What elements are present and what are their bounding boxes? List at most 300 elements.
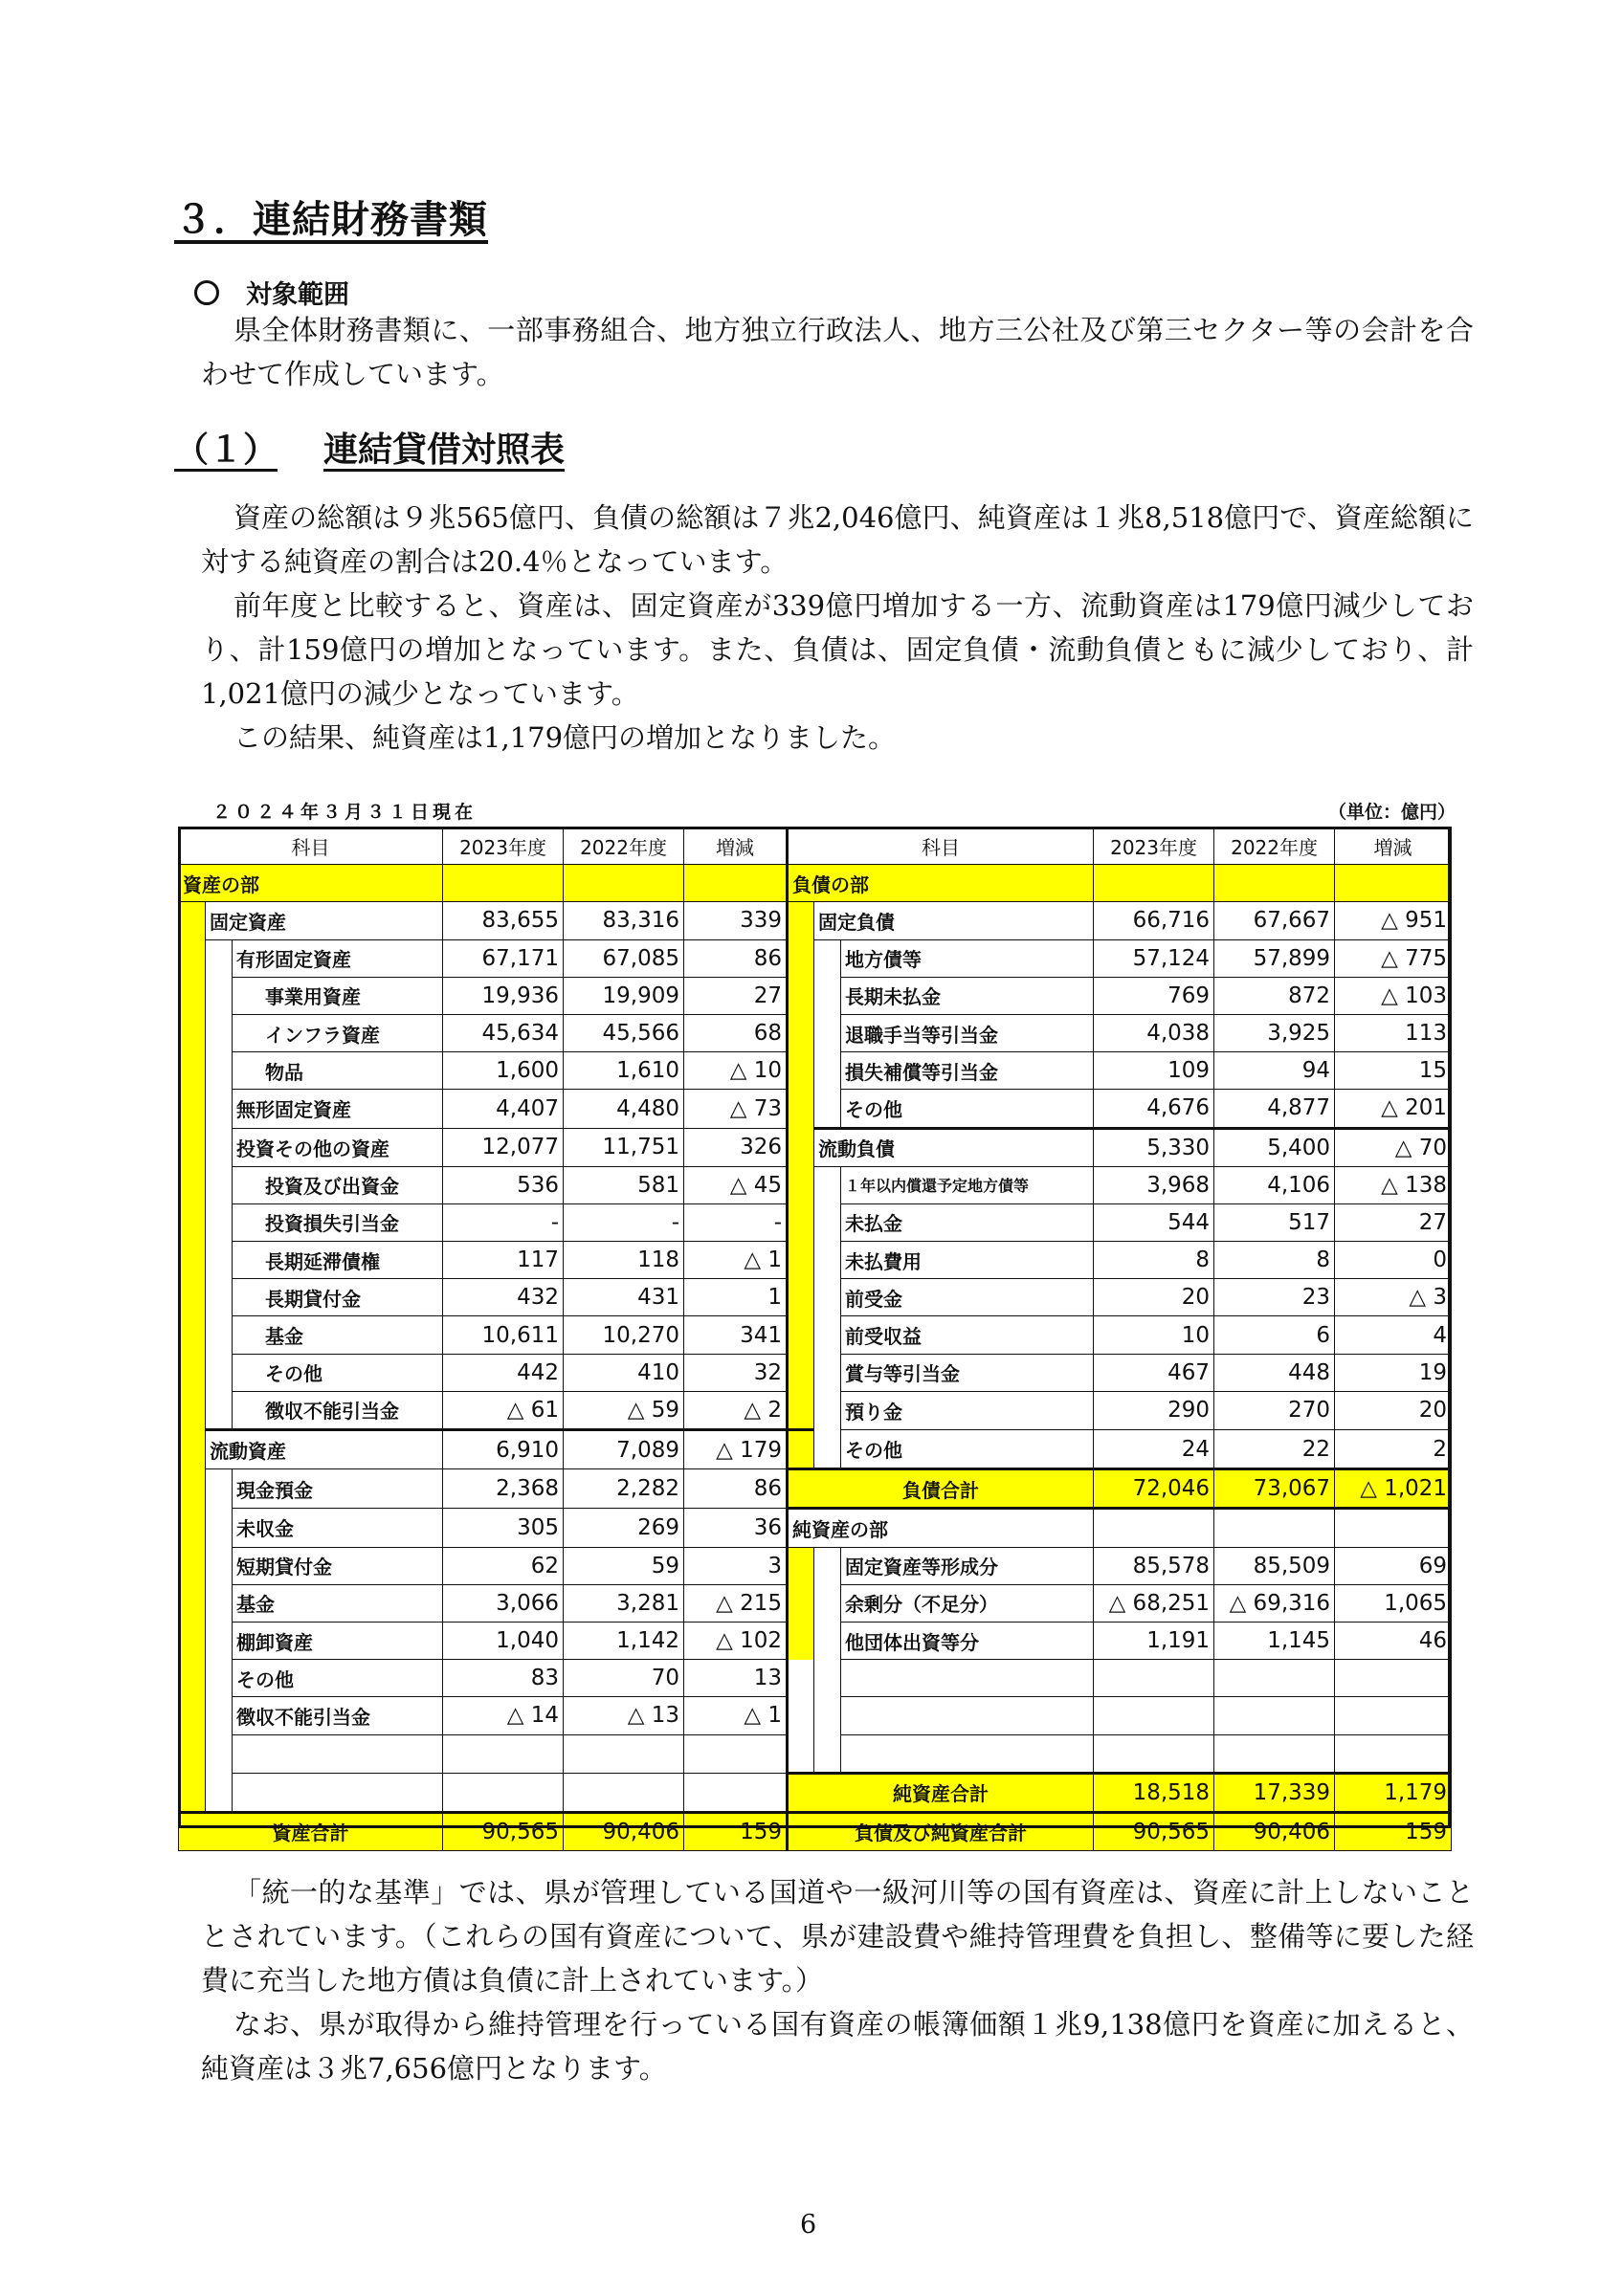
indent-cell [179,1584,206,1622]
liabilities-section-label: 負債の部 [788,865,1094,902]
left-item-name: 長期貸付金 [233,1279,443,1316]
header-2022: 2022年度 [1214,828,1335,865]
empty-cell [1214,1660,1335,1697]
net-assets-total-2023: 18,518 [1094,1773,1214,1812]
indent-cell [206,977,233,1014]
right-item-name: 未払費用 [841,1242,1094,1279]
asset-total-label: 資産合計 [179,1812,443,1850]
scope-text: 県全体財務書類に、一部事務組合、地方独立行政法人、地方三公社及び第三セクター等の会計を合わせて作成しています。 [201,314,1475,390]
left-item-name: 流動資産 [206,1430,443,1469]
header-row [179,828,1452,865]
indent-cell [206,1734,233,1773]
right-item-name: 余剰分（不足分） [841,1584,1094,1622]
empty-cell [1335,865,1452,902]
right-item-name: 固定資産等形成分 [841,1547,1094,1584]
right-value-2023: 290 [1094,1391,1214,1429]
assets-section-label: 資産の部 [179,865,443,902]
indent-cell [206,1773,233,1812]
net-assets-total-2022: 17,339 [1214,1773,1335,1812]
empty-cell [564,1734,684,1773]
right-value-diff: 69 [1335,1547,1452,1584]
indent-cell [788,902,814,939]
page-heading: ３．連結財務書類 [174,198,488,242]
indent-cell [814,1166,841,1203]
right-value-2023: 24 [1094,1430,1214,1469]
indent-cell [814,1052,841,1090]
indent-cell [788,1128,814,1166]
indent-cell [206,1279,233,1316]
left-value-diff: 36 [684,1509,788,1547]
indent-cell [179,902,206,939]
right-item-name: 賞与等引当金 [841,1354,1094,1391]
left-value-diff: 27 [684,977,788,1014]
table-row [179,1242,1452,1279]
left-value-2023: △ 14 [443,1697,564,1734]
right-value-2022: 448 [1214,1354,1335,1391]
indent-cell [206,939,233,977]
left-value-2022: 3,281 [564,1584,684,1622]
left-value-2023: 1,600 [443,1052,564,1090]
empty-cell [1094,1509,1214,1547]
right-item-name: 退職手当等引当金 [841,1014,1094,1051]
left-value-diff: 3 [684,1547,788,1584]
right-value-2023: 57,124 [1094,939,1214,977]
left-item-name: 棚卸資産 [233,1622,443,1659]
right-value-2023: 20 [1094,1279,1214,1316]
right-value-2023: 467 [1094,1354,1214,1391]
indent-cell [788,939,814,977]
scope-title-text: 対象範囲 [246,280,349,310]
right-value-diff: △ 201 [1335,1090,1452,1128]
left-value-2023: 3,066 [443,1584,564,1622]
left-value-diff: △ 215 [684,1584,788,1622]
indent-cell [788,1660,814,1697]
liab-net-total-2023: 90,565 [1094,1812,1214,1850]
right-value-diff: 15 [1335,1052,1452,1090]
right-item-name: 長期未払金 [841,977,1094,1014]
indent-cell [179,977,206,1014]
left-value-diff: 13 [684,1660,788,1697]
left-value-diff: 339 [684,902,788,939]
right-value-2022: 3,925 [1214,1014,1335,1051]
indent-cell [179,1547,206,1584]
indent-cell [179,1469,206,1509]
indent-cell [179,1734,206,1773]
table-row [179,1697,1452,1734]
right-value-2022: 8 [1214,1242,1335,1279]
indent-cell [206,1509,233,1547]
indent-cell [179,1128,206,1166]
right-value-diff: △ 103 [1335,977,1452,1014]
left-value-2022: 1,610 [564,1052,684,1090]
right-value-2023: 5,330 [1094,1128,1214,1166]
indent-cell [788,1391,814,1429]
liab-net-total-diff: 159 [1335,1812,1452,1850]
right-item-name: 他団体出資等分 [841,1622,1094,1659]
empty-cell [684,865,788,902]
right-value-diff: 27 [1335,1203,1452,1241]
liabilities-total: 負債合計 [788,1469,1094,1509]
left-item-name: 徴収不能引当金 [233,1697,443,1734]
indent-cell [788,1014,814,1051]
left-value-2022: 410 [564,1354,684,1391]
right-value-2022: 23 [1214,1279,1335,1316]
empty-cell [564,865,684,902]
empty-cell [841,1734,1094,1773]
empty-cell [1335,1660,1452,1697]
indent-cell [788,1622,814,1659]
left-item-name: 事業用資産 [233,977,443,1014]
table-row [179,1509,1452,1547]
table-row [179,1734,1452,1773]
indent-cell [814,1090,841,1128]
table-row [179,1090,1452,1128]
indent-cell [814,1203,841,1241]
right-item-name: 流動負債 [814,1128,1094,1166]
right-item-name: 未払金 [841,1203,1094,1241]
indent-cell [788,1279,814,1316]
empty-cell [1214,1509,1335,1547]
indent-cell [788,1734,814,1773]
left-item-name: 現金預金 [233,1469,443,1509]
left-value-2022: 269 [564,1509,684,1547]
right-value-2022: 1,145 [1214,1622,1335,1659]
indent-cell [788,1547,814,1584]
indent-cell [788,977,814,1014]
table-row [179,1469,1452,1509]
indent-cell [206,1014,233,1051]
header-diff: 増減 [1335,828,1452,865]
right-value-diff: 0 [1335,1242,1452,1279]
left-value-2023: △ 61 [443,1391,564,1429]
header-2023: 2023年度 [443,828,564,865]
right-value-2023: 544 [1094,1203,1214,1241]
summary-paragraphs [201,496,1474,760]
left-value-2022: - [564,1203,684,1241]
asset-total-2022: 90,406 [564,1812,684,1850]
summary-paragraph-1: 資産の総額は９兆565億円、負債の総額は７兆2,046億円、純資産は１兆8,518億円で、資産総額に対する純資産の割合は20.4％となっています。 [201,501,1474,578]
asset-total-diff: 159 [684,1812,788,1850]
indent-cell [206,1203,233,1241]
right-value-2022: △ 69,316 [1214,1584,1335,1622]
left-value-2022: 59 [564,1547,684,1584]
right-value-diff: △ 70 [1335,1128,1452,1166]
indent-cell [814,1547,841,1584]
right-item-name: 前受金 [841,1279,1094,1316]
indent-cell [788,1697,814,1734]
right-value-2023: 4,038 [1094,1014,1214,1051]
empty-cell [1094,1734,1214,1773]
indent-cell [814,1354,841,1391]
left-value-2023: 67,171 [443,939,564,977]
indent-cell [206,1547,233,1584]
left-item-name: 無形固定資産 [233,1090,443,1128]
left-value-2022: 83,316 [564,902,684,939]
indent-cell [179,1622,206,1659]
indent-cell [206,1128,233,1166]
left-value-2022: 581 [564,1166,684,1203]
left-value-diff: △ 179 [684,1430,788,1469]
header-2022: 2022年度 [564,828,684,865]
left-item-name: 徴収不能引当金 [233,1391,443,1429]
left-value-diff: 326 [684,1128,788,1166]
left-value-2023: 432 [443,1279,564,1316]
indent-cell [179,1090,206,1128]
indent-cell [814,1391,841,1429]
right-value-2022: 85,509 [1214,1547,1335,1584]
indent-cell [206,1354,233,1391]
summary-paragraph-3: この結果、純資産は1,179億円の増加となりました。 [233,721,897,754]
table-row [179,1316,1452,1354]
indent-cell [788,1203,814,1241]
left-value-2023: - [443,1203,564,1241]
right-value-2022: 872 [1214,977,1335,1014]
net-assets-section-label: 純資産の部 [788,1509,1094,1547]
right-value-diff: △ 775 [1335,939,1452,977]
left-value-diff: 341 [684,1316,788,1354]
left-value-2022: 70 [564,1660,684,1697]
right-value-2022: 5,400 [1214,1128,1335,1166]
left-value-diff: - [684,1203,788,1241]
table-row [179,1354,1452,1391]
table-row [179,902,1452,939]
indent-cell [206,1090,233,1128]
indent-cell [206,1660,233,1697]
summary-paragraph-2: 前年度と比較すると、資産は、固定資産が339億円増加する一方、流動資産は179億円減少しており、計159億円の増加となっています。また、負債は、固定負債・流動負債ともに減少しており、計1,021億円の減少となっています。 [201,589,1474,710]
left-item-name: 短期貸付金 [233,1547,443,1584]
right-value-2023: 66,716 [1094,902,1214,939]
indent-cell [179,1773,206,1812]
indent-cell [179,1242,206,1279]
table-row [179,1052,1452,1090]
right-value-2023: 10 [1094,1316,1214,1354]
table-row [179,1014,1452,1051]
left-value-2023: 83,655 [443,902,564,939]
page-number: 6 [800,2210,817,2240]
left-value-2023: 19,936 [443,977,564,1014]
indent-cell [206,1697,233,1734]
left-value-diff: 68 [684,1014,788,1051]
table-row [179,1203,1452,1241]
empty-cell [1335,1697,1452,1734]
indent-cell [788,1090,814,1128]
left-value-diff: △ 2 [684,1391,788,1429]
liabilities-total-diff: △ 1,021 [1335,1469,1452,1509]
table-row [179,1391,1452,1429]
left-item-name: 長期延滞債権 [233,1242,443,1279]
right-value-diff: 4 [1335,1316,1452,1354]
left-item-name: 基金 [233,1584,443,1622]
asset-total-2023: 90,565 [443,1812,564,1850]
indent-cell [788,1316,814,1354]
left-value-diff: △ 1 [684,1697,788,1734]
left-value-2023: 305 [443,1509,564,1547]
indent-cell [788,1430,814,1469]
table-row [179,1279,1452,1316]
left-item-name: 投資及び出資金 [233,1166,443,1203]
indent-cell [814,1242,841,1279]
header-diff: 増減 [684,828,788,865]
right-value-2023: 109 [1094,1052,1214,1090]
left-value-diff: 86 [684,939,788,977]
indent-cell [179,1660,206,1697]
right-item-name: 預り金 [841,1391,1094,1429]
left-value-2022: 431 [564,1279,684,1316]
right-value-2023: 3,968 [1094,1166,1214,1203]
empty-cell [1214,865,1335,902]
note-paragraph-2: なお、県が取得から維持管理を行っている国有資産の帳簿価額１兆9,138億円を資産に加えると、純資産は３兆7,656億円となります。 [201,2008,1474,2085]
indent-cell [814,939,841,977]
right-value-2022: 6 [1214,1316,1335,1354]
right-item-name: 地方債等 [841,939,1094,977]
left-value-2023: 117 [443,1242,564,1279]
section-number: （１） [174,430,278,470]
empty-cell [1335,1509,1452,1547]
left-item-name: その他 [233,1354,443,1391]
table-row [179,1430,1452,1469]
indent-cell [814,1734,841,1773]
indent-cell [788,1166,814,1203]
indent-cell [206,1052,233,1090]
indent-cell [814,977,841,1014]
left-item-name: 有形固定資産 [233,939,443,977]
left-value-diff: 32 [684,1354,788,1391]
table-row [179,1166,1452,1203]
left-value-2022: 19,909 [564,977,684,1014]
right-item-name: その他 [841,1430,1094,1469]
left-value-2023: 1,040 [443,1622,564,1659]
indent-cell [179,1014,206,1051]
left-value-2023: 6,910 [443,1430,564,1469]
table-unit: （単位：億円） [1328,802,1456,823]
left-value-2022: 10,270 [564,1316,684,1354]
indent-cell [814,1697,841,1734]
right-value-2022: 4,106 [1214,1166,1335,1203]
indent-cell [814,1014,841,1051]
left-item-name: 固定資産 [206,902,443,939]
indent-cell [206,1166,233,1203]
header-item: 科目 [179,828,443,865]
left-value-2023: 45,634 [443,1014,564,1051]
left-value-diff: △ 10 [684,1052,788,1090]
left-value-2023: 536 [443,1166,564,1203]
right-item-name: １年以内償還予定地方債等 [841,1166,1094,1203]
indent-cell [179,1166,206,1203]
left-value-2022: 1,142 [564,1622,684,1659]
right-value-2022: 22 [1214,1430,1335,1469]
left-value-2022: 4,480 [564,1090,684,1128]
empty-cell [443,1773,564,1812]
indent-cell [179,1052,206,1090]
indent-cell [179,1697,206,1734]
empty-cell [564,1773,684,1812]
empty-cell [684,1773,788,1812]
right-value-2022: 270 [1214,1391,1335,1429]
right-item-name: その他 [841,1090,1094,1128]
indent-cell [206,1316,233,1354]
indent-cell [179,1354,206,1391]
empty-cell [684,1734,788,1773]
right-value-diff: 113 [1335,1014,1452,1051]
table-row [179,939,1452,977]
right-value-diff: 2 [1335,1430,1452,1469]
indent-cell [179,1316,206,1354]
left-item-name: 基金 [233,1316,443,1354]
indent-cell [814,1622,841,1659]
indent-cell [179,1279,206,1316]
net-assets-total: 純資産合計 [788,1773,1094,1812]
balance-sheet-table [178,827,1452,1851]
empty-cell [841,1660,1094,1697]
empty-cell [1094,1697,1214,1734]
indent-cell [206,1469,233,1509]
liabilities-total-2023: 72,046 [1094,1469,1214,1509]
left-value-2022: 7,089 [564,1430,684,1469]
right-value-2022: 94 [1214,1052,1335,1090]
right-value-2023: 4,676 [1094,1090,1214,1128]
empty-cell [841,1697,1094,1734]
left-item-name: その他 [233,1660,443,1697]
left-item-name: 投資その他の資産 [233,1128,443,1166]
indent-cell [206,1622,233,1659]
left-value-2023: 442 [443,1354,564,1391]
right-item-name: 前受収益 [841,1316,1094,1354]
scope-title [194,274,349,311]
indent-cell [179,1509,206,1547]
liabilities-total-2022: 73,067 [1214,1469,1335,1509]
left-value-2023: 62 [443,1547,564,1584]
right-value-diff: 46 [1335,1622,1452,1659]
table-row [179,1547,1452,1584]
indent-cell [814,1279,841,1316]
empty-cell [443,1734,564,1773]
left-value-diff: △ 102 [684,1622,788,1659]
table-date: ２０２４年３月３１日現在 [212,802,478,823]
indent-cell [788,1584,814,1622]
left-value-2023: 4,407 [443,1090,564,1128]
section-row [179,865,1452,902]
empty-cell [233,1773,443,1812]
right-value-diff: 1,065 [1335,1584,1452,1622]
header-item: 科目 [788,828,1094,865]
left-value-2022: 2,282 [564,1469,684,1509]
right-item-name: 損失補償等引当金 [841,1052,1094,1090]
indent-cell [179,1391,206,1429]
notes-paragraphs [201,1870,1474,2090]
right-value-2022: 4,877 [1214,1090,1335,1128]
left-item-name: 投資損失引当金 [233,1203,443,1241]
circle-bullet-icon [194,280,219,305]
indent-cell [814,1430,841,1469]
scope-paragraph [201,308,1474,396]
indent-cell [788,1242,814,1279]
left-value-2022: △ 13 [564,1697,684,1734]
empty-cell [443,865,564,902]
indent-cell [814,1584,841,1622]
indent-cell [179,1203,206,1241]
left-value-diff: 86 [684,1469,788,1509]
empty-cell [233,1734,443,1773]
right-item-name: 固定負債 [814,902,1094,939]
indent-cell [814,1316,841,1354]
table-row [179,1622,1452,1659]
header-2023: 2023年度 [1094,828,1214,865]
empty-cell [1094,865,1214,902]
table-row [179,1660,1452,1697]
indent-cell [179,1430,206,1469]
table-row [179,1128,1452,1166]
left-value-diff: △ 1 [684,1242,788,1279]
